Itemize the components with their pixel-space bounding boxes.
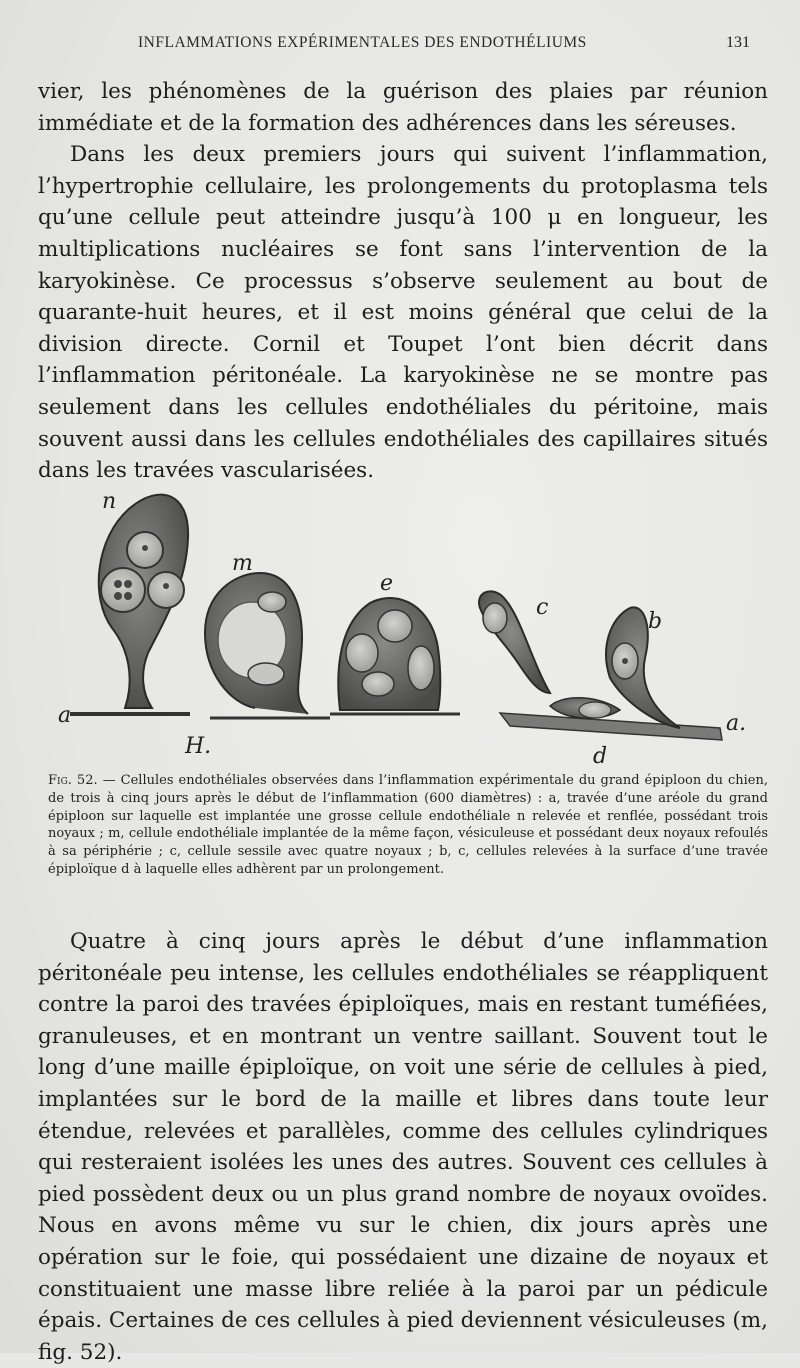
figure-label-d: d [593,744,608,768]
paragraph: vier, les phénomènes de la guérison des plaies par réunion immédiate et de la formation des adhérences dans les séreuses. [38,79,768,136]
caption-text: — Cellules endothéliales observées dans l’inflammation expérimentale du grand épiploon du chien, de trois à cinq jours après le début de l’inflammation (600 diamètres) : a, travée d’une aréole du grand épiploon sur laquelle est implantée une grosse cellule endothéliale n relevée et renflée, possédant trois noyaux ; m, cellule endothéliale implantée de la même façon, vésiculeuse et possédant deux noyaux refoulés à sa périphérie ; c, cellule sessile avec quatre noyaux ; b, c, cellules relevées à la surface d’une travée épiploïque d à laquelle elles adhèrent par un prolongement. [48,773,768,877]
figure-label-n: n [102,489,117,514]
cell-e [330,598,460,714]
cell-m [205,573,330,718]
body-text-bottom [38,926,768,1368]
running-head: INFLAMMATIONS EXPÉRIMENTALES DES ENDOTHÉLIUMS [138,34,587,51]
figure-label-a-left: a [58,703,72,728]
endothelial-cells-illustration [40,478,770,768]
figure-signature: H. [185,734,212,759]
figure-label-m: m [232,551,253,576]
cell-n [70,495,190,714]
paragraph: Quatre à cinq jours après le début d’une inflammation péritonéale peu intense, les cellules endothéliales se réappliquent contre la paroi des travées épiploïques, mais en restant tuméfiées, granuleuses, et en montrant un ventre saillant. Souvent tout le long d’une maille épiploïque, on voit une série de cellules à pied, implantées sur le bord de la maille et libres dans toute leur étendue, relevées et parallèles, comme des cellules cylindriques qui resteraient isolées les unes des autres. Souvent ces cellules à pied possèdent deux ou un plus grand nombre de noyaux ovoïdes. Nous en avons même vu sur le chien, dix jours après une opération sur le foie, qui possédaient une dizaine de noyaux et constituaient une masse libre reliée à la paroi par un pédicule épais. Certaines de ces cellules à pied deviennent vésiculeuses (m, fig. 52). [38,929,768,1365]
figure-label-a-right: a. [726,711,747,736]
body-text-top [38,76,768,487]
figure-label-c: c [536,595,549,620]
caption-fig-ref: Fig. 52. [48,773,98,788]
figure-label-b: b [648,609,663,634]
figure-label-e: e [380,571,394,596]
figure-caption [48,772,768,879]
page-number: 131 [726,34,750,51]
figure-52 [40,478,770,768]
trabecula-d [500,698,722,740]
paragraph: Dans les deux premiers jours qui suivent l’inflammation, l’hypertrophie cellulaire, les prolongements du protoplasma tels qu’une cellule peut atteindre jusqu’à 100 μ en longueur, les multiplications nucléaires se font sans l’intervention de la karyokinèse. Ce processus s’observe seulement au bout de quarante-huit heures, et il est moins général que celui de la division directe. Cornil et Toupet l’ont bien décrit dans l’inflammation péritonéale. La karyokinèse ne se montre pas seulement dans les cellules endothéliales du péritoine, mais souvent aussi dans les cellules endothéliales des capillaires situés dans les travées vascularisées. [38,142,768,484]
